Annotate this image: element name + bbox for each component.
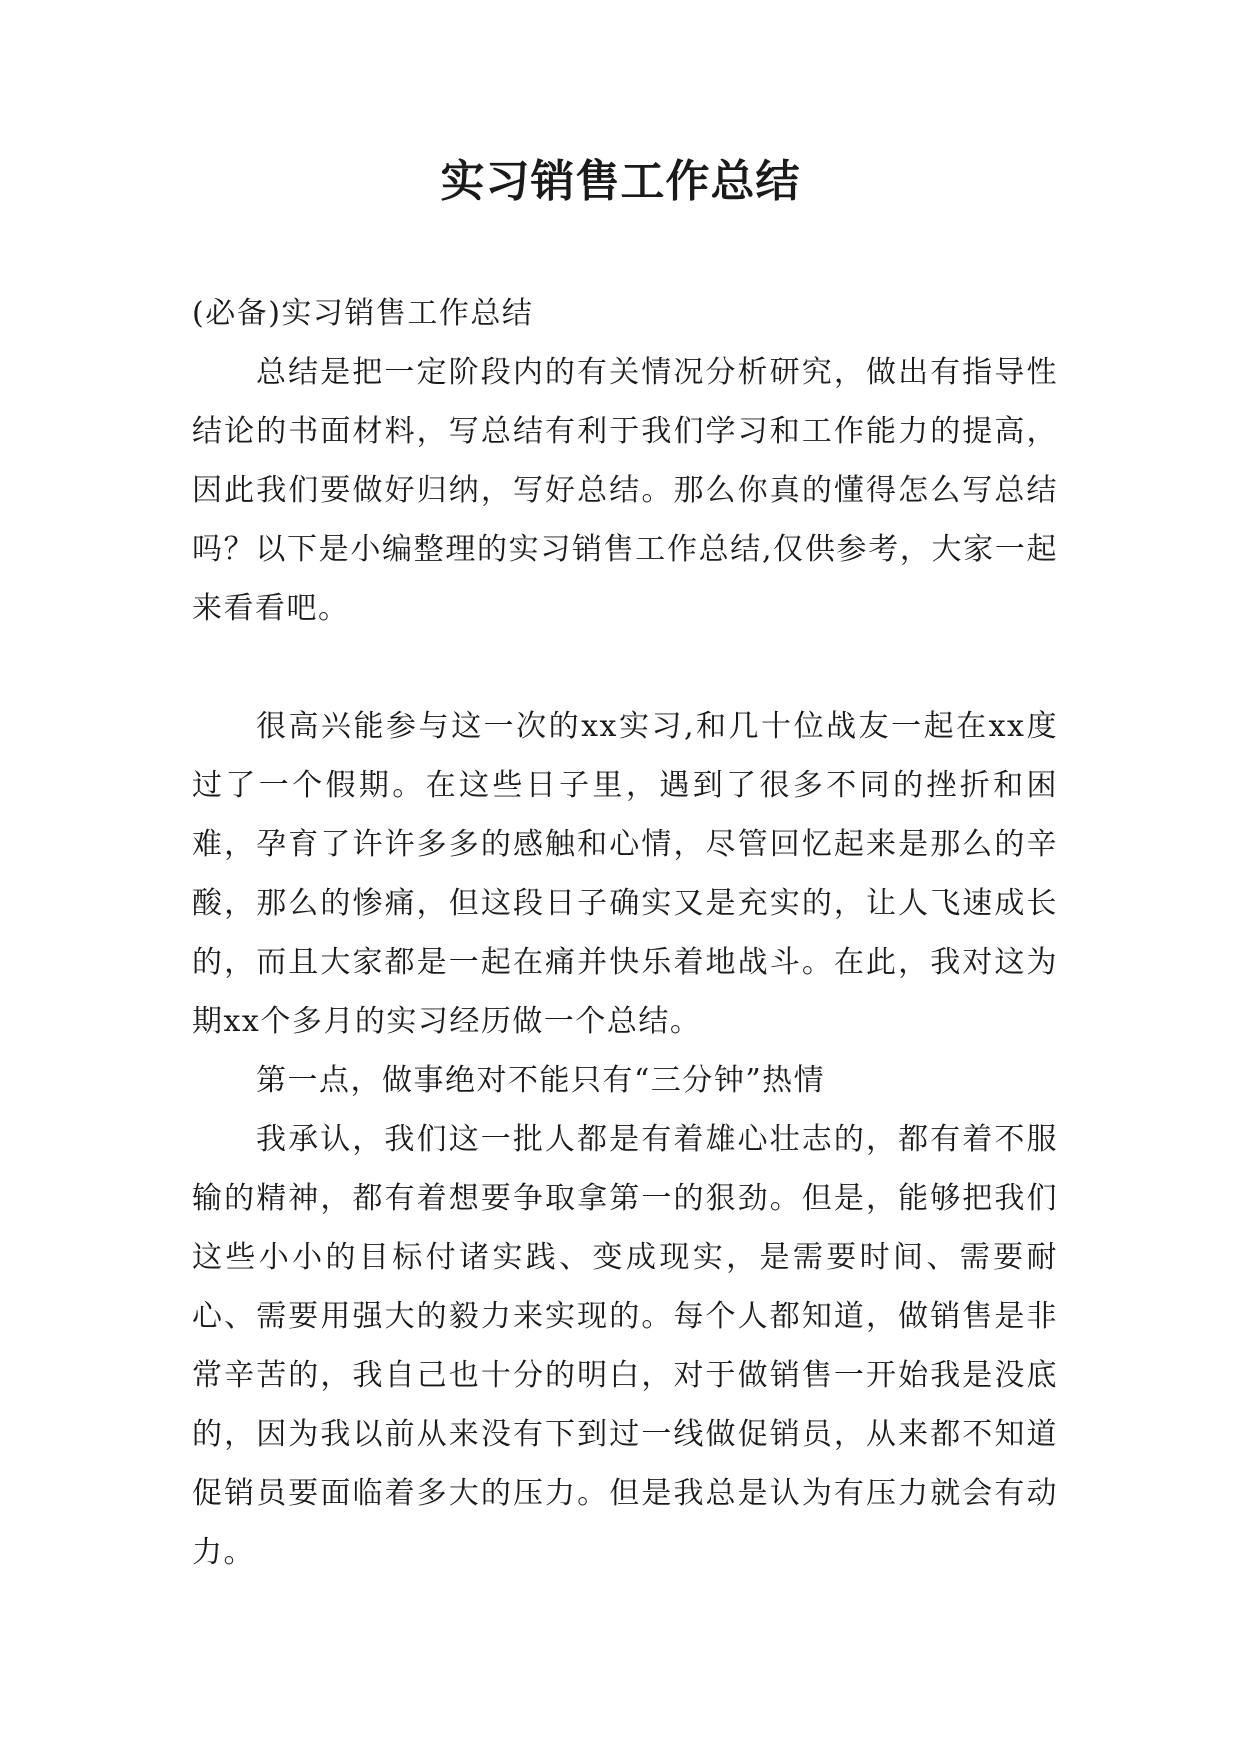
intro-paragraph: 总结是把一定阶段内的有关情况分析研究，做出有指导性结论的书面材料，写总结有利于我们学习和工作能力的提高，因此我们要做好归纳，写好总结。那么你真的懂得怎么写总结吗？以下是小编整理的实习销售工作总结,仅供参考，大家一起来看看吧。 (192, 355, 1058, 626)
section-heading: 第一点，做事绝对不能只有“三分钟”热情 (256, 1063, 826, 1098)
paragraph-spacer (192, 638, 1058, 697)
document-subtitle: (必备)实习销售工作总结 (192, 296, 534, 331)
body-paragraph: 我承认，我们这一批人都是有着雄心壮志的，都有着不服输的精神，都有着想要争取拿第一的狠劲。但是，能够把我们这些小小的目标付诸实践、变成现实，是需要时间、需要耐心、需要用强大的毅力来实现的。每个人都知道，做销售是非常辛苦的，我自己也十分的明白，对于做销售一开始我是没底的，因为我以前从来没有下到过一线做促销员，从来都不知道促销员要面临着多大的压力。但是我总是认为有压力就会有动力。 (192, 1122, 1058, 1570)
body-paragraph: 很高兴能参与这一次的xx实习,和几十位战友一起在xx度过了一个假期。在这些日子里，遇到了很多不同的挫折和困难，孕育了许许多多的感触和心情，尽管回忆起来是那么的辛酸，那么的惨痛，但这段日子确实又是充实的，让人飞速成长的，而且大家都是一起在痛并快乐着地战斗。在此，我对这为期xx个多月的实习经历做一个总结。 (192, 709, 1058, 1039)
document-body (192, 284, 1058, 1582)
page-title: 实习销售工作总结 (440, 156, 801, 207)
